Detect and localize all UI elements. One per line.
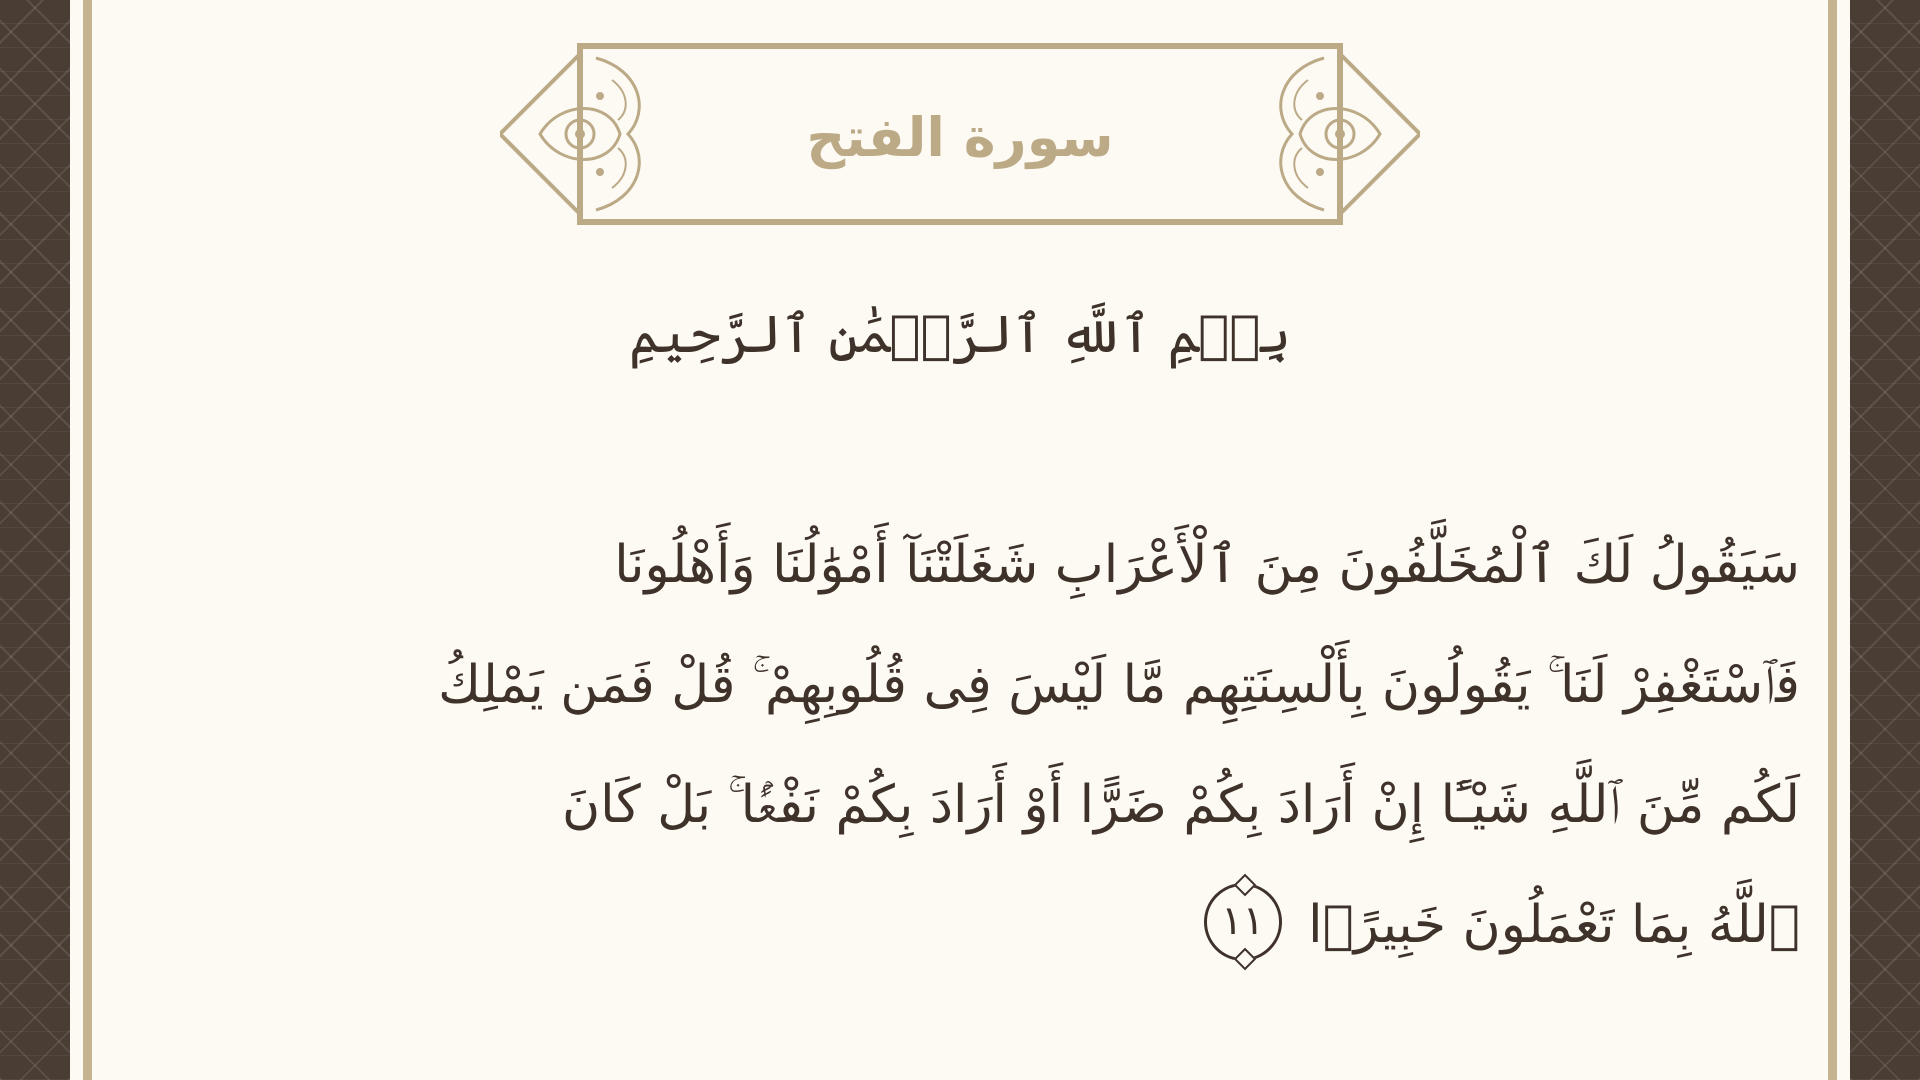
basmala-calligraphy: بِسۡمِ ٱللَّهِ ٱلرَّحۡمَٰنِ ٱلرَّحِيمِ [629,305,1291,365]
verse-line-1: سَيَقُولُ لَكَ ٱلْمُخَلَّفُونَ مِنَ ٱلْأَعْرَابِ شَغَلَتْنَآ أَمْوَٰلُنَا وَأَهْلُونَا [614,535,1800,595]
verse-line-4-text: ٱللَّهُ بِمَا تَعْمَلُونَ خَبِيرًۢا [1308,895,1800,955]
left-gold-rule [83,0,92,1080]
verse-line-3: لَكُم مِّنَ ٱللَّهِ شَيْـًٔا إِنْ أَرَادَ بِكُمْ ضَرًّا أَوْ أَرَادَ بِكُمْ نَفْعًۢا ۚ بَلْ كَانَ [561,775,1800,835]
surah-title: سورة الفتح [806,105,1114,169]
surah-header-banner [500,40,1420,230]
right-border-pattern [1850,0,1920,1080]
right-gold-rule [1828,0,1837,1080]
ayah-number-marker: ١١ [1204,883,1282,961]
verse-text [280,505,1800,985]
verse-line-4 [280,865,1800,985]
left-border-pattern [0,0,70,1080]
verse-line-2: فَٱسْتَغْفِرْ لَنَا ۚ يَقُولُونَ بِأَلْسِنَتِهِم مَّا لَيْسَ فِى قُلُوبِهِمْ ۚ قُلْ فَمَن يَمْلِكُ [438,655,1800,715]
